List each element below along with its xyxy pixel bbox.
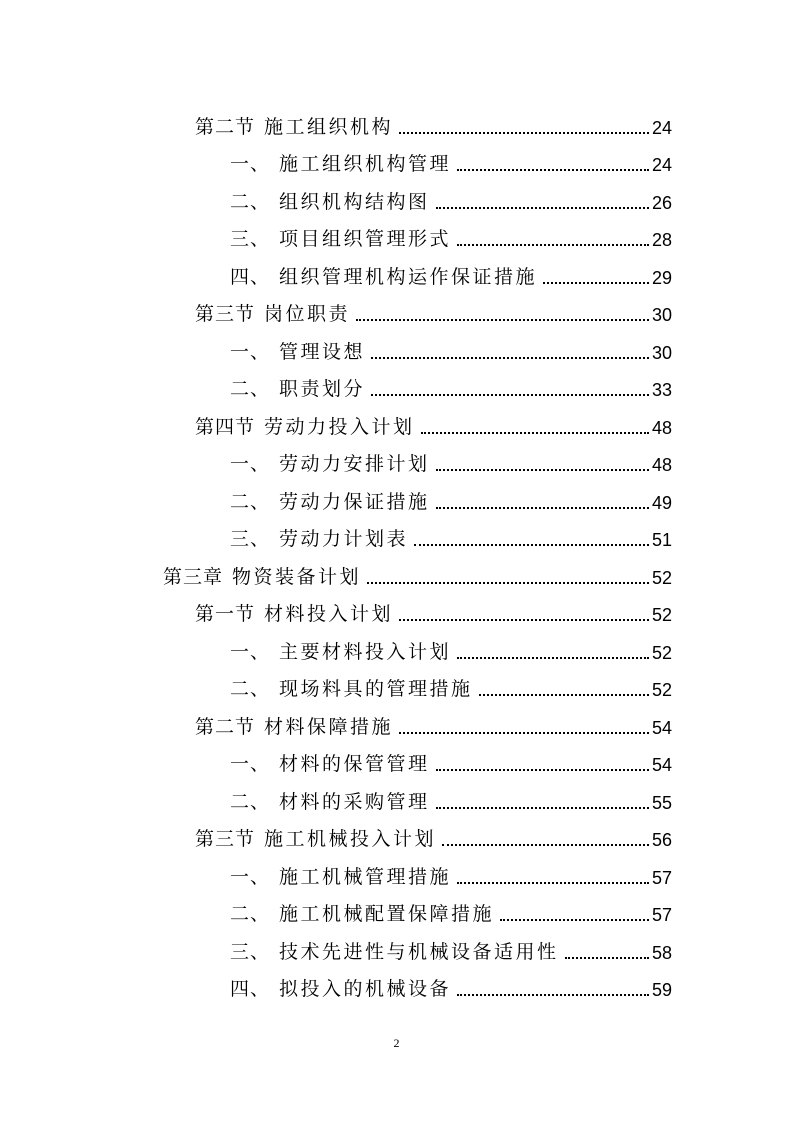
toc-entry-label xyxy=(195,603,393,626)
toc-leader-dots xyxy=(367,582,649,584)
toc-leader-dots xyxy=(479,694,649,696)
toc-entry-item[interactable] xyxy=(0,364,793,402)
toc-leader-dots xyxy=(565,957,649,959)
toc-leader-dots xyxy=(457,657,649,659)
toc-leader-dots xyxy=(457,244,649,246)
toc-entry-label xyxy=(230,866,451,889)
toc-entry-item[interactable] xyxy=(0,476,793,514)
toc-entry-number: 一、 xyxy=(230,754,271,775)
toc-entry-title: 劳动力投入计划 xyxy=(264,415,415,438)
toc-entry-title: 岗位职责 xyxy=(264,303,351,325)
toc-entry-page: 51 xyxy=(652,530,673,550)
toc-entry-title: 施工组织机构管理 xyxy=(279,153,452,175)
toc-entry-number: 第三章 xyxy=(163,566,224,588)
toc-leader-dots xyxy=(399,619,649,621)
toc-entry-title: 项目组织管理形式 xyxy=(279,228,452,250)
toc-entry-item[interactable] xyxy=(0,439,793,477)
toc-entry-chapter[interactable] xyxy=(0,551,793,589)
toc-leader-dots xyxy=(500,919,649,921)
toc-entry-number: 二、 xyxy=(230,791,271,813)
toc-entry-title: 材料的保管管理 xyxy=(279,753,430,775)
toc-leader-dots xyxy=(436,469,649,471)
toc-entry-item[interactable] xyxy=(0,964,793,1002)
toc-entry-item[interactable] xyxy=(0,851,793,889)
toc-entry-item[interactable] xyxy=(0,176,793,214)
toc-entry-label xyxy=(230,978,451,1001)
toc-entry-page: 24 xyxy=(652,117,673,138)
toc-entry-item[interactable] xyxy=(0,776,793,814)
toc-entry-number: 三、 xyxy=(230,229,271,250)
toc-leader-dots xyxy=(436,207,649,209)
toc-entry-title: 施工机械配置保障措施 xyxy=(279,903,495,925)
toc-entry-label xyxy=(230,453,430,476)
toc-entry-page: 33 xyxy=(652,380,673,400)
toc-leader-dots xyxy=(543,282,649,284)
toc-entry-item[interactable] xyxy=(0,139,793,177)
toc-entry-page: 54 xyxy=(652,717,673,738)
toc-entry-label xyxy=(230,228,451,251)
toc-entry-title: 管理设想 xyxy=(279,340,366,363)
toc-entry-title: 材料保障措施 xyxy=(264,715,394,738)
toc-entry-item[interactable] xyxy=(0,326,793,364)
toc-entry-number: 一、 xyxy=(230,154,271,175)
toc-entry-number: 三、 xyxy=(230,941,271,963)
toc-leader-dots xyxy=(457,994,649,996)
toc-entry-label xyxy=(195,828,436,851)
toc-entry-item[interactable] xyxy=(0,626,793,664)
toc-entry-label xyxy=(230,941,559,964)
toc-entry-page: 54 xyxy=(652,755,673,775)
toc-entry-page: 52 xyxy=(652,605,673,625)
toc-entry-number: 一、 xyxy=(230,866,271,888)
toc-leader-dots xyxy=(457,882,649,884)
toc-entry-title: 施工机械管理措施 xyxy=(279,865,452,888)
toc-entry-section[interactable] xyxy=(0,701,793,739)
toc-entry-item[interactable] xyxy=(0,739,793,777)
toc-entry-label xyxy=(195,116,393,139)
toc-entry-title: 材料投入计划 xyxy=(264,603,394,625)
toc-leader-dots xyxy=(421,432,649,434)
toc-entry-title: 组织管理机构运作保证措施 xyxy=(279,265,538,288)
toc-entry-title: 主要材料投入计划 xyxy=(279,640,452,663)
toc-entry-number: 第二节 xyxy=(195,116,256,138)
toc-entry-label xyxy=(230,378,365,401)
toc-leader-dots xyxy=(371,357,649,359)
toc-entry-title: 劳动力安排计划 xyxy=(279,453,430,475)
toc-entry-section[interactable] xyxy=(0,289,793,327)
toc-entry-item[interactable] xyxy=(0,514,793,552)
toc-entry-page: 52 xyxy=(652,642,673,663)
toc-entry-page: 56 xyxy=(652,830,673,850)
toc-entry-section[interactable] xyxy=(0,589,793,627)
toc-entry-page: 48 xyxy=(652,417,673,438)
toc-entry-number: 第三节 xyxy=(195,304,256,325)
toc-entry-number: 二、 xyxy=(230,679,271,700)
toc-entry-page: 55 xyxy=(652,792,673,813)
toc-entry-label xyxy=(230,528,408,551)
toc-entry-number: 一、 xyxy=(230,641,271,663)
toc-entry-label xyxy=(230,191,430,214)
toc-entry-page: 59 xyxy=(652,980,673,1000)
toc-entry-title: 现场料具的管理措施 xyxy=(279,678,473,700)
toc-leader-dots xyxy=(414,544,649,546)
toc-entry-number: 二、 xyxy=(230,491,271,513)
toc-entry-number: 四、 xyxy=(230,266,271,288)
toc-entry-title: 技术先进性与机械设备适用性 xyxy=(279,940,559,963)
toc-entry-page: 30 xyxy=(652,305,673,325)
table-of-contents xyxy=(0,101,793,1001)
toc-entry-number: 第一节 xyxy=(195,604,256,625)
toc-entry-page: 52 xyxy=(652,567,673,588)
toc-entry-number: 二、 xyxy=(230,379,271,400)
toc-leader-dots xyxy=(436,807,649,809)
toc-entry-item[interactable] xyxy=(0,214,793,252)
toc-entry-item[interactable] xyxy=(0,926,793,964)
toc-entry-page: 29 xyxy=(652,267,673,288)
toc-entry-label xyxy=(230,266,537,289)
toc-entry-label xyxy=(163,566,361,589)
toc-entry-page: 48 xyxy=(652,455,673,475)
toc-entry-title: 施工机械投入计划 xyxy=(264,828,437,850)
toc-entry-label xyxy=(195,716,393,739)
toc-entry-number: 三、 xyxy=(230,529,271,550)
toc-entry-page: 24 xyxy=(652,155,673,175)
toc-entry-number: 四、 xyxy=(230,979,271,1000)
toc-entry-label xyxy=(230,753,430,776)
toc-entry-label xyxy=(230,791,430,814)
toc-entry-page: 57 xyxy=(652,867,673,888)
toc-leader-dots xyxy=(356,319,649,321)
toc-entry-title: 材料的采购管理 xyxy=(279,790,430,813)
toc-entry-label xyxy=(195,416,415,439)
toc-leader-dots xyxy=(442,844,649,846)
toc-leader-dots xyxy=(371,394,649,396)
toc-entry-title: 职责划分 xyxy=(279,378,366,400)
toc-entry-label xyxy=(230,153,451,176)
toc-entry-number: 第三节 xyxy=(195,829,256,850)
toc-entry-label xyxy=(195,303,350,326)
toc-leader-dots xyxy=(399,732,649,734)
toc-entry-page: 30 xyxy=(652,342,673,363)
page-number: 2 xyxy=(393,1036,400,1050)
toc-entry-label xyxy=(230,678,473,701)
toc-entry-number: 二、 xyxy=(230,191,271,213)
toc-entry-label xyxy=(230,341,365,364)
toc-leader-dots xyxy=(436,507,649,509)
toc-entry-page: 57 xyxy=(652,905,673,925)
toc-entry-title: 施工组织机构 xyxy=(264,115,394,138)
toc-entry-page: 49 xyxy=(652,492,673,513)
toc-entry-label xyxy=(230,903,494,926)
toc-entry-number: 一、 xyxy=(230,341,271,363)
toc-entry-title: 劳动力保证措施 xyxy=(279,490,430,513)
toc-entry-title: 劳动力计划表 xyxy=(279,528,409,550)
toc-leader-dots xyxy=(436,769,649,771)
toc-entry-number: 第四节 xyxy=(195,416,256,438)
toc-entry-label xyxy=(230,641,451,664)
toc-entry-page: 58 xyxy=(652,942,673,963)
toc-entry-title: 拟投入的机械设备 xyxy=(279,978,452,1000)
toc-entry-item[interactable] xyxy=(0,889,793,927)
toc-entry-item[interactable] xyxy=(0,664,793,702)
toc-entry-page: 26 xyxy=(652,192,673,213)
toc-leader-dots xyxy=(399,132,649,134)
toc-entry-title: 组织机构结构图 xyxy=(279,190,430,213)
toc-entry-page: 52 xyxy=(652,680,673,700)
toc-entry-number: 二、 xyxy=(230,904,271,925)
toc-entry-number: 一、 xyxy=(230,454,271,475)
toc-entry-title: 物资装备计划 xyxy=(232,565,362,588)
toc-entry-page: 28 xyxy=(652,230,673,250)
toc-leader-dots xyxy=(457,169,649,171)
toc-entry-section[interactable] xyxy=(0,101,793,139)
toc-entry-label xyxy=(230,491,430,514)
toc-entry-number: 第二节 xyxy=(195,716,256,738)
toc-entry-section[interactable] xyxy=(0,814,793,852)
toc-entry-section[interactable] xyxy=(0,401,793,439)
toc-entry-item[interactable] xyxy=(0,251,793,289)
